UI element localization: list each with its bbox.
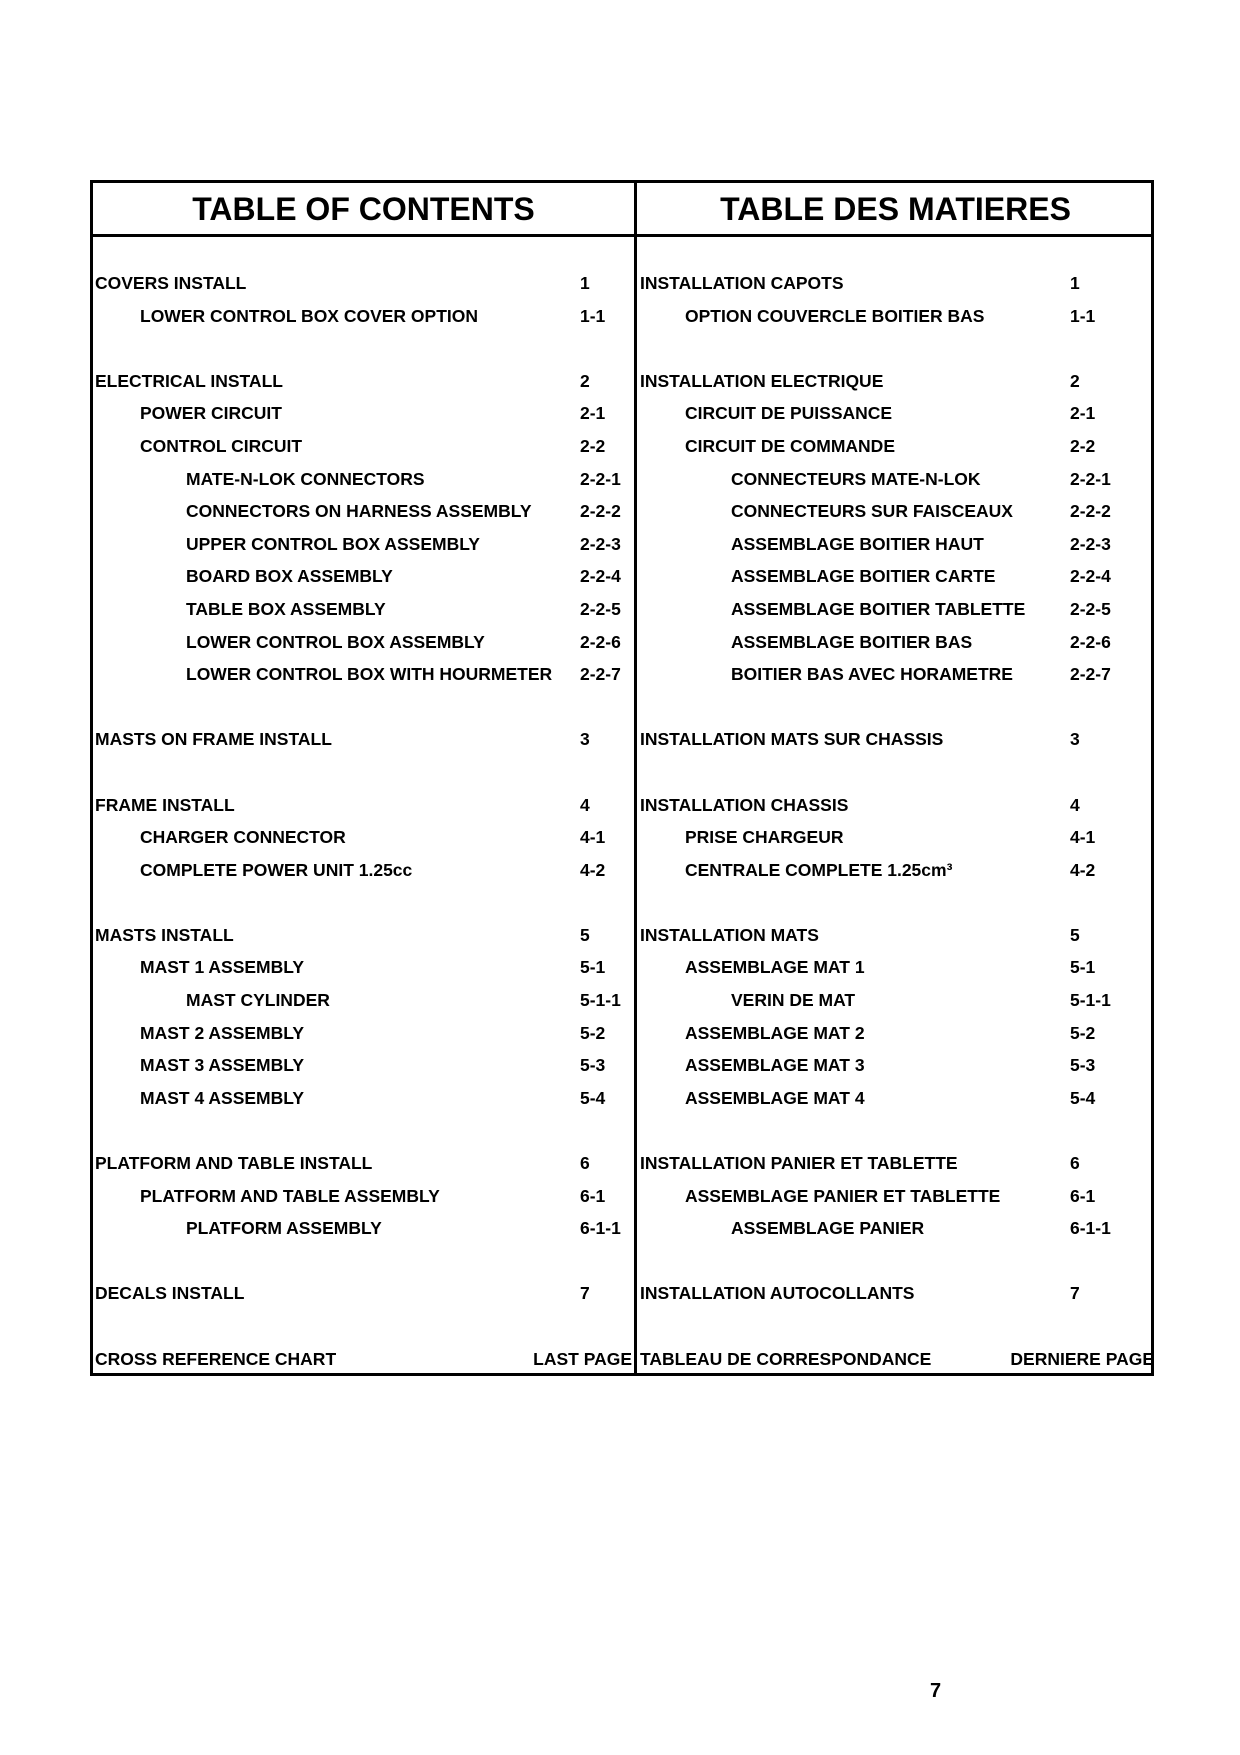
toc-entry: [640, 951, 1154, 984]
toc-entry: [640, 430, 1154, 463]
toc-entry-title: POWER CIRCUIT: [140, 403, 282, 424]
toc-entry-section-number: 5-1: [580, 957, 606, 978]
toc-entry-section-number: 2-2-2: [1070, 501, 1111, 522]
toc-entry-section-number: 3: [1070, 729, 1080, 750]
toc-entry-section-number: 2: [580, 370, 590, 391]
toc-entry-title: ASSEMBLAGE BOITIER BAS: [731, 631, 973, 652]
toc-entry-title: PLATFORM AND TABLE INSTALL: [95, 1153, 373, 1174]
toc-spacer: [640, 332, 1154, 365]
toc-spacer: [95, 886, 632, 919]
toc-entry-section-number: 2-2-3: [1070, 533, 1111, 554]
toc-spacer: [95, 1310, 632, 1343]
toc-entry-section-number: 6-1: [580, 1185, 606, 1206]
toc-entry-title: OPTION COUVERCLE BOITIER BAS: [685, 305, 985, 326]
toc-entry: [95, 1017, 632, 1050]
toc-entry: [95, 919, 632, 952]
toc-entry-title: ASSEMBLAGE BOITIER HAUT: [731, 533, 984, 554]
toc-entry: [640, 560, 1154, 593]
toc-entry-title: CONNECTEURS SUR FAISCEAUX: [731, 501, 1013, 522]
toc-entry-title: BOARD BOX ASSEMBLY: [186, 566, 393, 587]
toc-spacer: [95, 1114, 632, 1147]
toc-entry: [95, 1180, 632, 1213]
toc-entry-title: ASSEMBLAGE MAT 1: [685, 957, 865, 978]
toc-entry-section-number: 7: [1070, 1283, 1080, 1304]
toc-entry-title: CIRCUIT DE COMMANDE: [685, 435, 895, 456]
toc-entry-section-number: 1-1: [580, 305, 606, 326]
toc-entry: [640, 495, 1154, 528]
toc-entry-title: LOWER CONTROL BOX COVER OPTION: [140, 305, 479, 326]
toc-entry-title: ASSEMBLAGE MAT 2: [685, 1022, 865, 1043]
toc-entry-section-number: 4-2: [580, 859, 606, 880]
header-divider: [93, 234, 1151, 237]
toc-entry-section-number: 2-2-5: [1070, 598, 1111, 619]
toc-entry: [640, 1049, 1154, 1082]
toc-entry-section-number: 7: [580, 1283, 590, 1304]
toc-entry: [95, 560, 632, 593]
toc-entry-section-number: 2-2-3: [580, 533, 621, 554]
toc-entry-title: ASSEMBLAGE MAT 3: [685, 1055, 865, 1076]
toc-entry-title: CENTRALE COMPLETE 1.25cm³: [685, 859, 953, 880]
toc-entry: [95, 365, 632, 398]
toc-entry: [640, 1180, 1154, 1213]
toc-entry: [95, 593, 632, 626]
toc-entry-title: FRAME INSTALL: [95, 794, 235, 815]
toc-entry-title: COVERS INSTALL: [95, 273, 247, 293]
toc-entry-section-number: 4-1: [1070, 827, 1096, 848]
toc-entry-title: MAST 1 ASSEMBLY: [140, 957, 305, 978]
toc-entry-title: PLATFORM AND TABLE ASSEMBLY: [140, 1185, 440, 1206]
toc-header-english: TABLE OF CONTENTS: [192, 191, 535, 227]
french-column: [640, 267, 1154, 1375]
toc-spacer: [95, 332, 632, 365]
toc-entry-section-number: 5-4: [580, 1087, 606, 1108]
toc-entry-section-number: 5-2: [1070, 1022, 1096, 1043]
toc-entry: [95, 1049, 632, 1082]
toc-entry-section-number: 2-2-4: [580, 566, 621, 587]
toc-entry: [95, 495, 632, 528]
toc-spacer: [640, 691, 1154, 724]
toc-entry-section-number: 5-3: [1070, 1055, 1096, 1076]
toc-entry: [640, 1343, 1154, 1376]
toc-entry-title: MAST 3 ASSEMBLY: [140, 1055, 305, 1076]
toc-entry-section-number: 2-2: [580, 435, 606, 456]
toc-spacer: [95, 1245, 632, 1278]
toc-entry-section-number: 5-1-1: [1070, 990, 1111, 1011]
column-divider: [634, 183, 637, 1373]
toc-spacer: [640, 1310, 1154, 1343]
toc-entry-section-number: 1: [580, 273, 590, 293]
toc-entry: [95, 789, 632, 822]
toc-entry-section-number: 4: [1070, 794, 1080, 815]
toc-entry: [640, 463, 1154, 496]
toc-entry: [640, 300, 1154, 333]
toc-entry-title: INSTALLATION MATS: [640, 924, 819, 945]
toc-entry: [95, 463, 632, 496]
toc-entry-section-number: 5: [580, 924, 590, 945]
toc-entry-section-number: 5: [1070, 924, 1080, 945]
toc-entry-title: PLATFORM ASSEMBLY: [186, 1218, 382, 1239]
toc-entry-title: INSTALLATION AUTOCOLLANTS: [640, 1283, 915, 1304]
toc-entry: [95, 1212, 632, 1245]
toc-entry: [95, 1147, 632, 1180]
toc-entry-section-number: 5-1: [1070, 957, 1096, 978]
toc-entry-title: MASTS INSTALL: [95, 924, 234, 945]
toc-entry-section-number: 6-1-1: [580, 1218, 621, 1239]
toc-entry-section-number: 2-1: [1070, 403, 1096, 424]
toc-entry-title: PRISE CHARGEUR: [685, 827, 844, 848]
toc-entry: [640, 1212, 1154, 1245]
toc-entry: [95, 528, 632, 561]
toc-entry-section-number: 6: [580, 1153, 590, 1174]
toc-entry-title: ASSEMBLAGE BOITIER CARTE: [731, 566, 996, 587]
toc-entry-title: MAST 2 ASSEMBLY: [140, 1022, 305, 1043]
toc-entry-section-number: 2-2-2: [580, 501, 621, 522]
toc-entry: [640, 821, 1154, 854]
toc-entry: [640, 984, 1154, 1017]
toc-entry: [95, 626, 632, 659]
toc-entry-title: ASSEMBLAGE PANIER ET TABLETTE: [685, 1185, 1001, 1206]
toc-entry-title: INSTALLATION CHASSIS: [640, 794, 849, 815]
toc-entry: [95, 658, 632, 691]
toc-entry-section-number: 2-2-7: [580, 664, 621, 685]
toc-spacer: [95, 691, 632, 724]
toc-entry-section-number: 4: [580, 794, 590, 815]
toc-entry: [95, 984, 632, 1017]
toc-entry: [640, 919, 1154, 952]
toc-entry-section-number: 5-3: [580, 1055, 606, 1076]
toc-entry-section-number: 2: [1070, 370, 1080, 391]
toc-entry-title: CHARGER CONNECTOR: [140, 827, 346, 848]
toc-entry-title: INSTALLATION ELECTRIQUE: [640, 370, 884, 391]
toc-entry-title: LOWER CONTROL BOX ASSEMBLY: [186, 631, 485, 652]
toc-spacer: [640, 756, 1154, 789]
toc-entry-title: CIRCUIT DE PUISSANCE: [685, 403, 893, 424]
toc-entry: [640, 723, 1154, 756]
toc-entry-section-number: 3: [580, 729, 590, 750]
toc-entry-section-number: 1-1: [1070, 305, 1096, 326]
toc-entry: [95, 1277, 632, 1310]
toc-entry-section-number: 2-2-5: [580, 598, 621, 619]
toc-entry-section-number: 4-2: [1070, 859, 1096, 880]
toc-entry-section-number: 2-2-6: [1070, 631, 1111, 652]
toc-entry: [95, 397, 632, 430]
toc-entry: [95, 723, 632, 756]
toc-spacer: [640, 1245, 1154, 1278]
toc-entry: [640, 397, 1154, 430]
toc-entry-title: UPPER CONTROL BOX ASSEMBLY: [186, 533, 480, 554]
toc-entry: [640, 1277, 1154, 1310]
toc-entry-title: VERIN DE MAT: [731, 990, 856, 1011]
toc-entry-title: MAST CYLINDER: [186, 990, 330, 1011]
toc-entry-section-number: 2-2-1: [1070, 468, 1111, 489]
toc-entry: [95, 1082, 632, 1115]
table-of-contents: [90, 180, 1154, 1376]
toc-entry-section-number: 5-2: [580, 1022, 606, 1043]
toc-entry-title: ASSEMBLAGE PANIER: [731, 1218, 925, 1239]
toc-entry-section-number: 2-2-4: [1070, 566, 1111, 587]
toc-spacer: [640, 1114, 1154, 1147]
toc-entry-title: TABLE BOX ASSEMBLY: [186, 598, 386, 619]
toc-entry: [95, 1343, 632, 1376]
toc-entry-title: MAST 4 ASSEMBLY: [140, 1087, 305, 1108]
toc-entry-section-number: 2-2-7: [1070, 664, 1111, 685]
toc-entry: [640, 1017, 1154, 1050]
toc-entry: [640, 365, 1154, 398]
toc-entry-title: DECALS INSTALL: [95, 1283, 245, 1304]
toc-entry-title: ASSEMBLAGE BOITIER TABLETTE: [731, 598, 1026, 619]
toc-entry-section-number: 6-1-1: [1070, 1218, 1111, 1239]
toc-entry: [95, 854, 632, 887]
toc-entry: [640, 267, 1154, 300]
toc-entry-title: CONNECTEURS MATE-N-LOK: [731, 468, 981, 489]
toc-entry-title: INSTALLATION CAPOTS: [640, 273, 844, 293]
toc-entry-title: INSTALLATION MATS SUR CHASSIS: [640, 729, 944, 750]
toc-entry-section-number: 4-1: [580, 827, 606, 848]
toc-entry-section-number: 2-2-6: [580, 631, 621, 652]
toc-entry-title: CONNECTORS ON HARNESS ASSEMBLY: [186, 501, 532, 522]
toc-entry-title: INSTALLATION PANIER ET TABLETTE: [640, 1153, 958, 1174]
toc-entry-title: MASTS ON FRAME INSTALL: [95, 729, 332, 750]
toc-entry: [95, 300, 632, 333]
toc-entry-section-number: 6-1: [1070, 1185, 1096, 1206]
toc-entry: [95, 430, 632, 463]
toc-entry-section-number: 2-1: [580, 403, 606, 424]
toc-entry-section-number: LAST PAGE: [533, 1348, 632, 1369]
toc-entry-section-number: 5-4: [1070, 1087, 1096, 1108]
toc-entry-section-number: 5-1-1: [580, 990, 621, 1011]
toc-spacer: [95, 756, 632, 789]
toc-entry: [95, 951, 632, 984]
toc-entry-title: ELECTRICAL INSTALL: [95, 370, 283, 391]
toc-entry-section-number: 1: [1070, 273, 1080, 293]
toc-entry: [95, 267, 632, 300]
toc-entry: [640, 658, 1154, 691]
toc-header-french: TABLE DES MATIERES: [720, 191, 1071, 227]
toc-entry: [640, 626, 1154, 659]
toc-entry-section-number: 6: [1070, 1153, 1080, 1174]
toc-entry-section-number: DERNIERE PAGE: [1010, 1348, 1154, 1369]
page-number: 7: [930, 1680, 942, 1702]
toc-entry-section-number: 2-2: [1070, 435, 1096, 456]
toc-entry-title: COMPLETE POWER UNIT 1.25cc: [140, 859, 413, 880]
toc-entry-title: ASSEMBLAGE MAT 4: [685, 1087, 865, 1108]
toc-entry-title: MATE-N-LOK CONNECTORS: [186, 468, 425, 489]
toc-entry-title: LOWER CONTROL BOX WITH HOURMETER: [186, 664, 553, 685]
toc-entry-title: BOITIER BAS AVEC HORAMETRE: [731, 664, 1013, 685]
toc-entry: [640, 1082, 1154, 1115]
toc-entry-section-number: 2-2-1: [580, 468, 621, 489]
toc-entry: [640, 789, 1154, 822]
toc-entry: [640, 854, 1154, 887]
english-column: [95, 267, 632, 1375]
toc-entry-title: CROSS REFERENCE CHART: [95, 1348, 337, 1369]
toc-entry: [640, 593, 1154, 626]
toc-entry-title: CONTROL CIRCUIT: [140, 435, 303, 456]
toc-spacer: [640, 886, 1154, 919]
toc-entry: [640, 528, 1154, 561]
toc-entry: [640, 1147, 1154, 1180]
toc-entry: [95, 821, 632, 854]
toc-entry-title: TABLEAU DE CORRESPONDANCE: [640, 1348, 932, 1369]
